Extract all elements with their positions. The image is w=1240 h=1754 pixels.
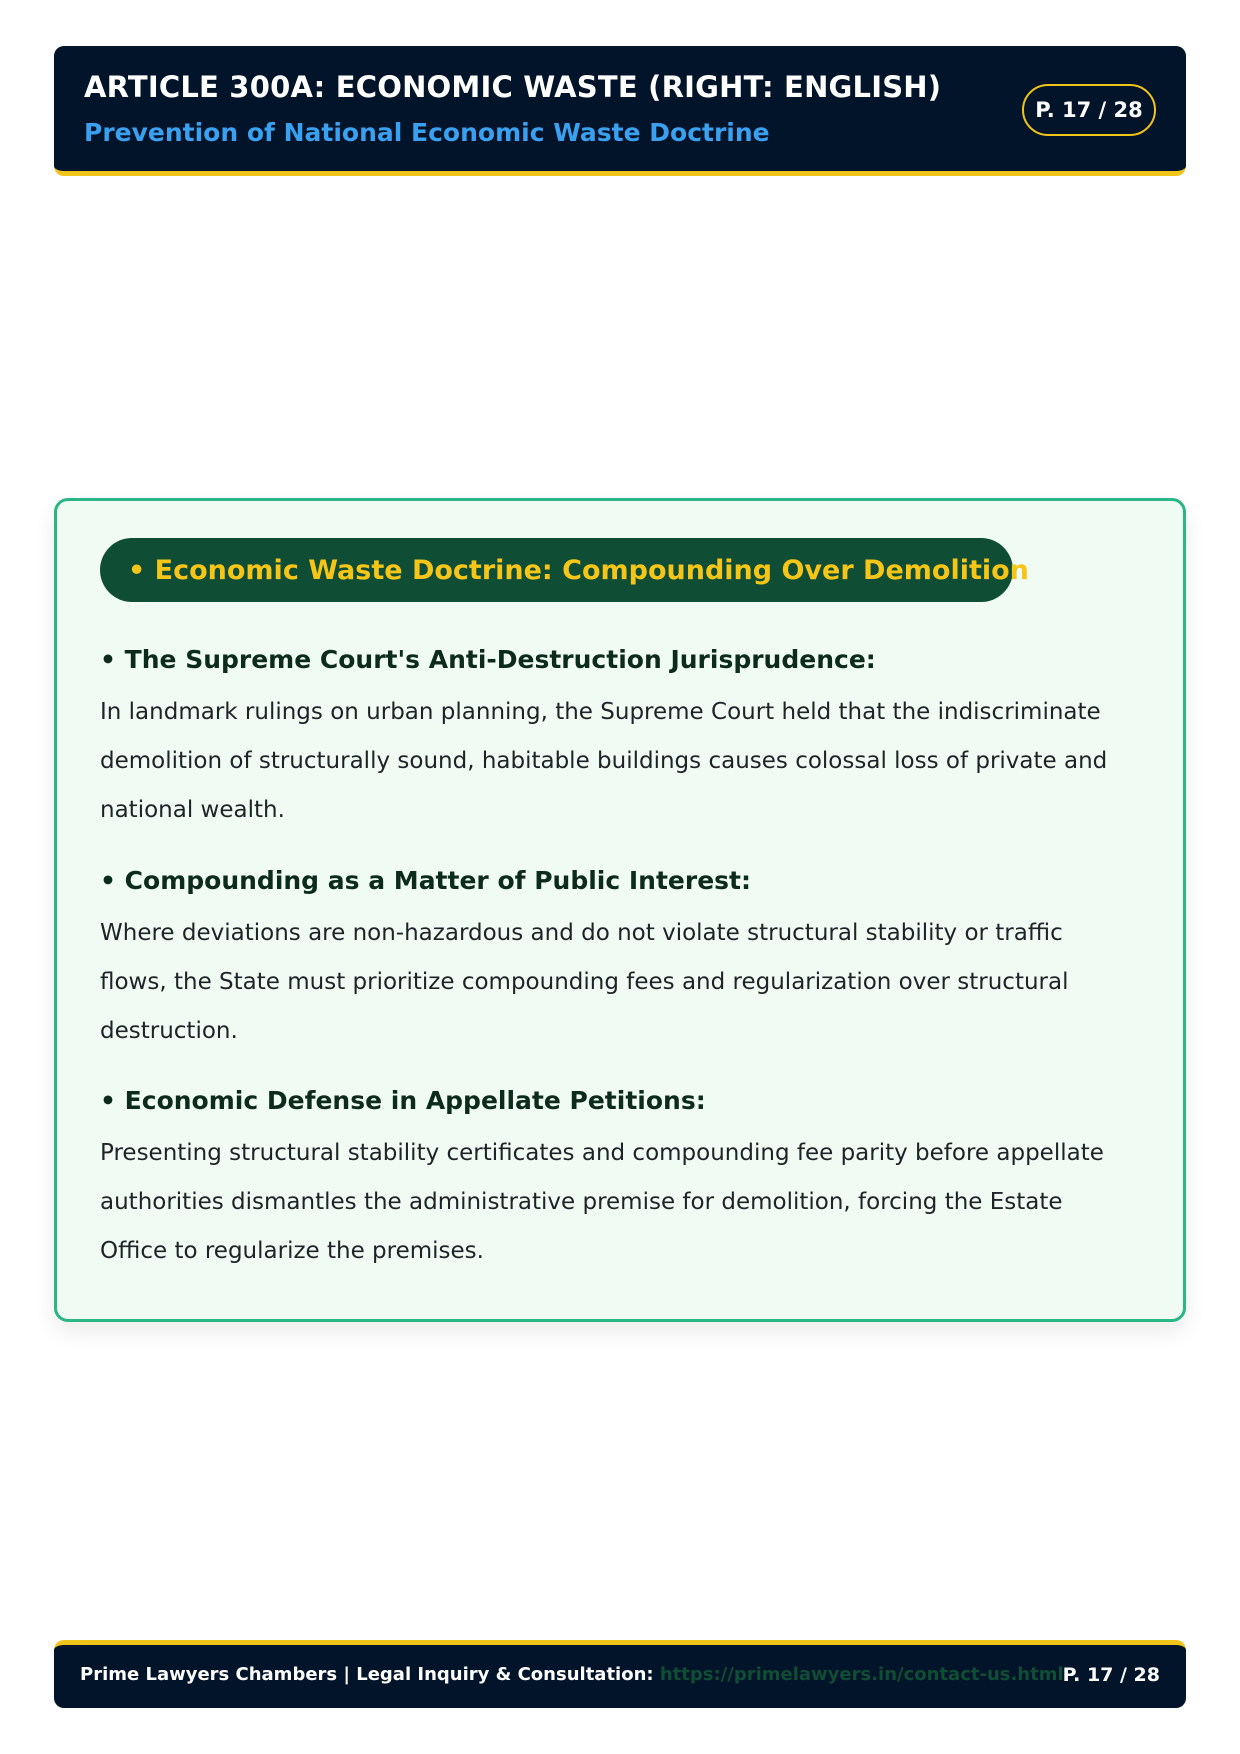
- section-body: In landmark rulings on urban planning, the Supreme Court held that the indiscriminate demolition of structurally sound, habitable buildings causes colossal loss of private and national wealth.: [100, 699, 1108, 823]
- section-heading: • Compounding as a Matter of Public Interest:: [100, 866, 752, 895]
- page-footer: [54, 1640, 1186, 1708]
- section-economic-defense: [100, 1086, 1135, 1276]
- section-heading: • Economic Defense in Appellate Petitions:: [100, 1086, 706, 1115]
- section-body: Where deviations are non-hazardous and do not violate structural stability or traffic flows, the State must prioritize compounding fees and regularization over structural destruction.: [100, 920, 1069, 1044]
- section-anti-destruction: [100, 645, 1135, 835]
- footer-credit: [80, 1664, 1064, 1685]
- page-number-badge: P. 17 / 28: [1022, 84, 1156, 136]
- section-pill-label: • Economic Waste Doctrine: Compounding Over Demolition: [100, 538, 1013, 602]
- section-body: Presenting structural stability certificates and compounding fee parity before appellate authorities dismantles the administrative premise for demolition, forcing the Estate Office to regularize the premises.: [100, 1140, 1104, 1264]
- section-public-interest: [100, 866, 1135, 1056]
- section-heading: • The Supreme Court's Anti-Destruction Jurisprudence:: [100, 645, 876, 674]
- page-subtitle: Prevention of National Economic Waste Doctrine: [84, 118, 770, 147]
- footer-label: Prime Lawyers Chambers | Legal Inquiry & Consultation:: [80, 1664, 660, 1685]
- contact-link[interactable]: https://primelawyers.in/contact-us.html: [659, 1664, 1064, 1685]
- doctrine-card: [54, 498, 1186, 1322]
- page-title: ARTICLE 300A: ECONOMIC WASTE (RIGHT: ENGLISH): [84, 70, 942, 104]
- page-header: [54, 46, 1186, 176]
- footer-page-number: P. 17 / 28: [1062, 1664, 1160, 1686]
